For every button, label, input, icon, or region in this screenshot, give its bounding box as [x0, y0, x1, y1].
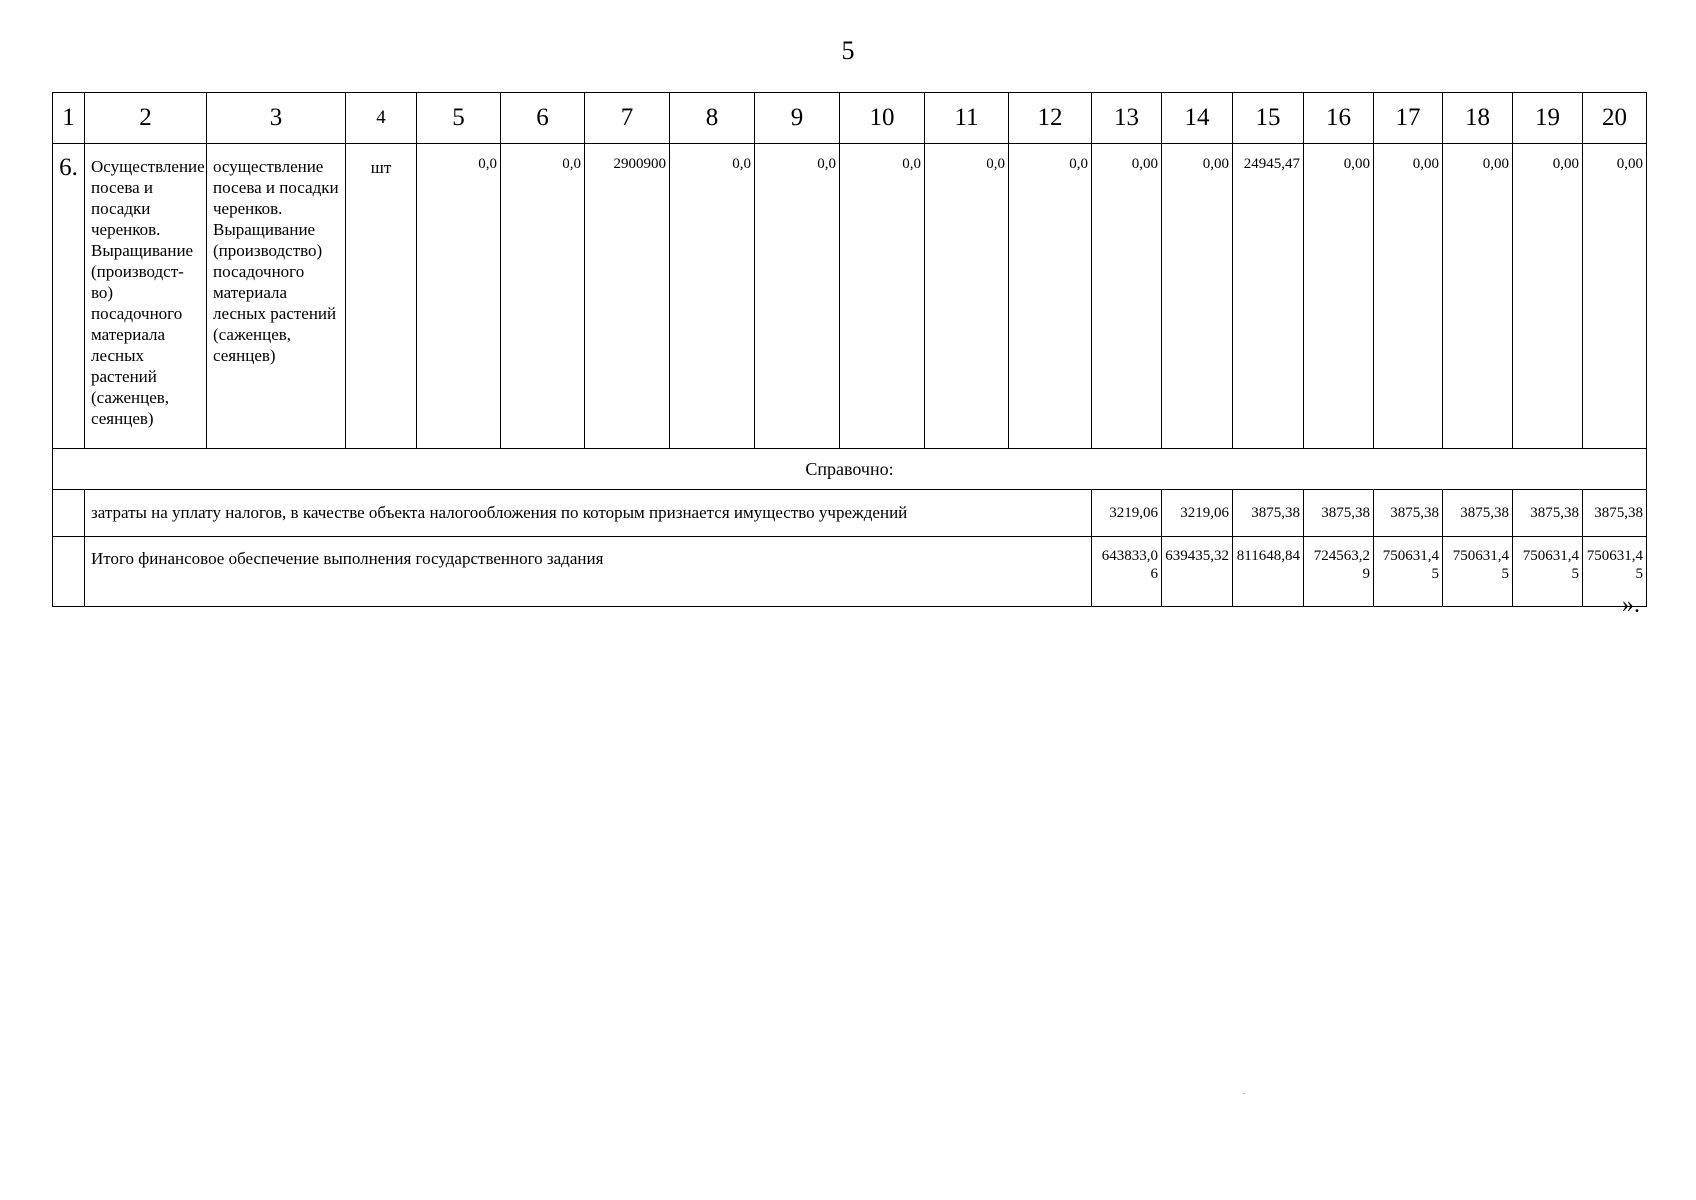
- taxes-label: затраты на уплату налогов, в качестве объекта налогообложения по которым признается имущество учреждений: [85, 490, 1092, 537]
- closing-quote: ».: [1622, 592, 1640, 618]
- total-col-18: 750631,45: [1443, 537, 1513, 607]
- header-cell-5: 5: [417, 93, 501, 144]
- taxes-col-20: 3875,38: [1583, 490, 1647, 537]
- row-6-col-10: 0,0: [840, 144, 925, 449]
- header-cell-13: 13: [1092, 93, 1162, 144]
- row-6-col-19: 0,00: [1513, 144, 1583, 449]
- header-cell-1: 1: [53, 93, 85, 144]
- taxes-col-15: 3875,38: [1233, 490, 1304, 537]
- header-cell-8: 8: [670, 93, 755, 144]
- row-6-col-15: 24945,47: [1233, 144, 1304, 449]
- header-cell-6: 6: [501, 93, 585, 144]
- row-6-col-12: 0,0: [1009, 144, 1092, 449]
- taxes-col-13: 3219,06: [1092, 490, 1162, 537]
- total-row: [53, 537, 1647, 607]
- row-6-col-7: 2900900: [585, 144, 670, 449]
- taxes-col-16: 3875,38: [1304, 490, 1374, 537]
- header-cell-20: 20: [1583, 93, 1647, 144]
- header-cell-17: 17: [1374, 93, 1443, 144]
- total-col-14: 639435,32: [1162, 537, 1233, 607]
- row-6-col-11: 0,0: [925, 144, 1009, 449]
- header-cell-4: 4: [346, 93, 417, 144]
- total-label: Итого финансовое обеспечение выполнения государственного задания: [85, 537, 1092, 607]
- header-cell-16: 16: [1304, 93, 1374, 144]
- row-6-col-18: 0,00: [1443, 144, 1513, 449]
- header-cell-9: 9: [755, 93, 840, 144]
- scan-speck: [1243, 1093, 1245, 1094]
- total-col-17: 750631,45: [1374, 537, 1443, 607]
- total-col-16: 724563,29: [1304, 537, 1374, 607]
- row-6-number: 6.: [53, 144, 85, 449]
- total-col-20: 750631,45: [1583, 537, 1647, 607]
- taxes-number-cell: [53, 490, 85, 537]
- taxes-col-18: 3875,38: [1443, 490, 1513, 537]
- row-6-col-13: 0,00: [1092, 144, 1162, 449]
- reference-row: [53, 449, 1647, 490]
- row-6-col-17: 0,00: [1374, 144, 1443, 449]
- total-col-19: 750631,45: [1513, 537, 1583, 607]
- header-cell-14: 14: [1162, 93, 1233, 144]
- header-cell-12: 12: [1009, 93, 1092, 144]
- row-6-col-8: 0,0: [670, 144, 755, 449]
- row-6-unit: шт: [346, 144, 417, 449]
- total-col-13: 643833,06: [1092, 537, 1162, 607]
- row-6-service-name: Осуществление посева и посадки черенков. Выращивание (производст-во) посадочного материала лесных растений (саженцев, сеянцев): [85, 144, 207, 449]
- row-6-col-16: 0,00: [1304, 144, 1374, 449]
- taxes-col-17: 3875,38: [1374, 490, 1443, 537]
- row-6-col-14: 0,00: [1162, 144, 1233, 449]
- header-cell-11: 11: [925, 93, 1009, 144]
- header-cell-19: 19: [1513, 93, 1583, 144]
- row-6-col-20: 0,00: [1583, 144, 1647, 449]
- header-cell-2: 2: [85, 93, 207, 144]
- header-cell-10: 10: [840, 93, 925, 144]
- header-row: [53, 93, 1647, 144]
- header-cell-7: 7: [585, 93, 670, 144]
- row-6-work-description: осуществление посева и посадки черенков. Выращивание (производство) посадочного материала лесных растений (саженцев, сеянцев): [207, 144, 346, 449]
- row-6: [53, 144, 1647, 449]
- header-cell-15: 15: [1233, 93, 1304, 144]
- row-6-col-9: 0,0: [755, 144, 840, 449]
- taxes-col-19: 3875,38: [1513, 490, 1583, 537]
- taxes-row: [53, 490, 1647, 537]
- total-number-cell: [53, 537, 85, 607]
- reference-label: Справочно:: [53, 449, 1647, 490]
- header-cell-3: 3: [207, 93, 346, 144]
- taxes-col-14: 3219,06: [1162, 490, 1233, 537]
- row-6-col-6: 0,0: [501, 144, 585, 449]
- financial-table: [52, 92, 1647, 607]
- page-number: 5: [841, 36, 855, 65]
- header-cell-18: 18: [1443, 93, 1513, 144]
- total-col-15: 811648,84: [1233, 537, 1304, 607]
- row-6-col-5: 0,0: [417, 144, 501, 449]
